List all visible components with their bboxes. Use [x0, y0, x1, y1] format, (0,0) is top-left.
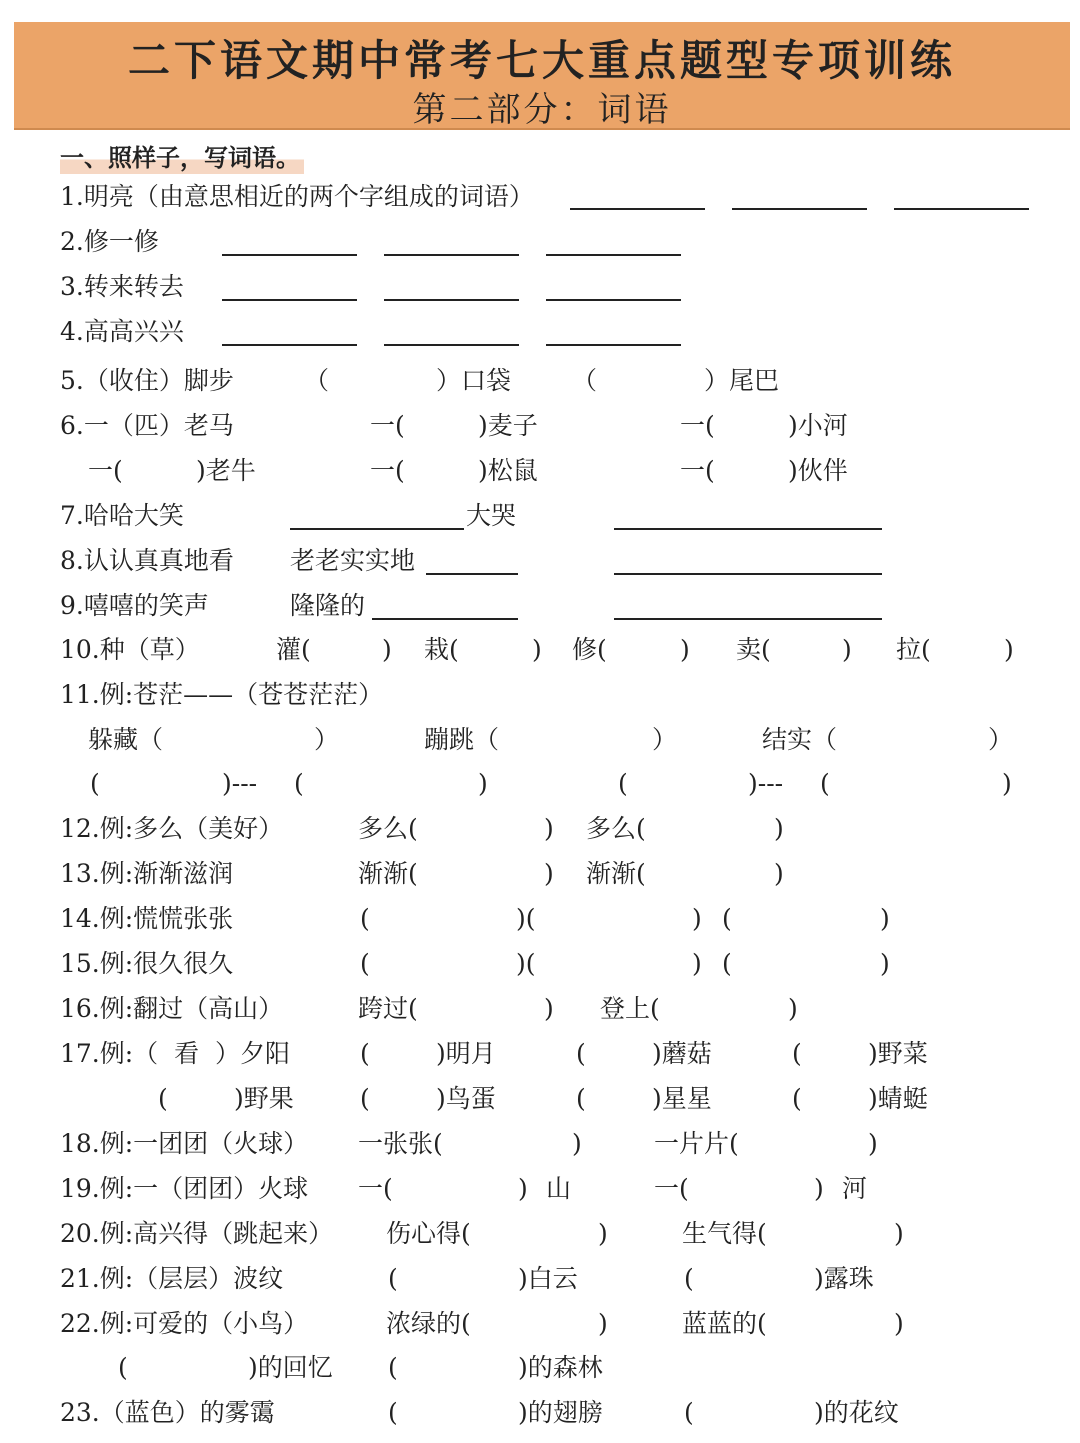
answer-text: )明月 [436, 1039, 496, 1068]
answer-text: ( [684, 1264, 694, 1293]
answer-text: ) [598, 1219, 608, 1248]
answer-text: ）口袋 [436, 366, 512, 395]
open-bracket: （ [304, 366, 330, 395]
answer-text: 山 [546, 1174, 572, 1203]
answer-text: ( [820, 769, 830, 798]
answer-blank[interactable] [614, 573, 882, 575]
answer-text: ) [774, 859, 784, 888]
answer-text: 大哭 [466, 501, 517, 530]
question-3: 3.转来转去 [60, 272, 184, 301]
answer-text: ) [894, 1219, 904, 1248]
answer-text: ) [680, 635, 690, 664]
answer-text: 灌( [276, 635, 311, 664]
answer-text: ( [792, 1084, 802, 1113]
answer-text: 隆隆的 [290, 591, 366, 620]
answer-text: ( [388, 1398, 398, 1427]
answer-text: 修( [572, 635, 607, 664]
answer-text: )伙伴 [788, 456, 848, 485]
answer-text: )的回忆 [248, 1353, 333, 1382]
question-17: 17.例:（ 看 ）夕阳 [60, 1039, 290, 1068]
answer-blank[interactable] [290, 528, 464, 530]
answer-text: ) [880, 949, 890, 978]
answer-text: ) [598, 1309, 608, 1338]
answer-text: ) [544, 814, 554, 843]
question-22: 22.例:可爱的（小鸟） [60, 1309, 309, 1338]
answer-text: 老老实实地 [290, 546, 416, 575]
answer-text: )--- [748, 769, 784, 798]
answer-text: 河 [842, 1174, 868, 1203]
answer-text: ) [544, 994, 554, 1023]
title-banner [14, 22, 1070, 130]
answer-text: ( [684, 1398, 694, 1427]
page-subtitle: 第二部分：词语 [412, 90, 672, 130]
answer-text: ( [576, 1084, 586, 1113]
answer-text: ) [774, 814, 784, 843]
answer-blank[interactable] [384, 344, 519, 346]
answer-text: 一( [370, 456, 405, 485]
question-16: 16.例:翻过（高山） [60, 994, 284, 1023]
answer-text: 蹦跳（ [424, 725, 500, 754]
answer-text: ( [576, 1039, 586, 1068]
answer-text: ( [294, 769, 304, 798]
answer-text: ) [518, 1174, 528, 1203]
question-8: 8.认认真真地看 [60, 546, 234, 575]
answer-text: ( [360, 904, 370, 933]
answer-text: 一张张( [358, 1129, 443, 1158]
answer-blank[interactable] [546, 344, 681, 346]
answer-blank[interactable] [426, 573, 518, 575]
answer-text: 多么( [586, 814, 646, 843]
question-14: 14.例:慌慌张张 [60, 904, 234, 933]
answer-blank[interactable] [384, 254, 519, 256]
answer-text: 蓝蓝的( [682, 1309, 767, 1338]
answer-text: ) [842, 635, 852, 664]
answer-text: 一( [358, 1174, 393, 1203]
answer-text: ) [1004, 635, 1014, 664]
question-2: 2.修一修 [60, 227, 159, 256]
answer-text: ( [360, 1039, 370, 1068]
answer-text: )松鼠 [478, 456, 538, 485]
answer-text: ( [158, 1084, 168, 1113]
answer-text: ) [572, 1129, 582, 1158]
answer-blank[interactable] [546, 254, 681, 256]
answer-text: ) [692, 904, 702, 933]
answer-text: )野菜 [868, 1039, 928, 1068]
answer-text: 多么( [358, 814, 418, 843]
answer-text: )星星 [652, 1084, 712, 1113]
answer-text: )野果 [234, 1084, 294, 1113]
answer-text: 浓绿的( [386, 1309, 471, 1338]
answer-blank[interactable] [614, 528, 882, 530]
answer-text: ( [360, 949, 370, 978]
answer-text: ) [788, 994, 798, 1023]
answer-text: ) [894, 1309, 904, 1338]
answer-text: ） [652, 725, 678, 754]
answer-blank[interactable] [570, 208, 705, 210]
answer-blank[interactable] [732, 208, 867, 210]
answer-blank[interactable] [894, 208, 1029, 210]
question-20: 20.例:高兴得（跳起来） [60, 1219, 334, 1248]
answer-text: ) [880, 904, 890, 933]
answer-text: )--- [222, 769, 258, 798]
question-9: 9.嘻嘻的笑声 [60, 591, 209, 620]
question-7: 7.哈哈大笑 [60, 501, 184, 530]
answer-text: )的花纹 [814, 1398, 899, 1427]
answer-text: 渐渐( [586, 859, 646, 888]
answer-blank[interactable] [372, 618, 518, 620]
answer-text: )蘑菇 [652, 1039, 712, 1068]
answer-text: ( [792, 1039, 802, 1068]
answer-text: )的森林 [518, 1353, 603, 1382]
section-heading: 一、照样子，写词语。 [60, 142, 304, 174]
answer-text: ( [388, 1264, 398, 1293]
answer-text: 伤心得( [386, 1219, 471, 1248]
question-11: 11.例:苍茫——（苍苍茫茫） [60, 680, 384, 709]
answer-text: ( [360, 1084, 370, 1113]
answer-blank[interactable] [384, 299, 519, 301]
answer-text: )( [516, 904, 536, 933]
question-18: 18.例:一团团（火球） [60, 1129, 309, 1158]
answer-text: 一片片( [654, 1129, 739, 1158]
question-21: 21.例:（层层）波纹 [60, 1264, 284, 1293]
answer-text: 生气得( [682, 1219, 767, 1248]
page-title: 二下语文期中常考七大重点题型专项训练 [127, 36, 956, 85]
question-19: 19.例:一（团团）火球 [60, 1174, 309, 1203]
question-12: 12.例:多么（美好） [60, 814, 284, 843]
answer-text: ( [118, 1353, 128, 1382]
question-5: 5.（收住）脚步 [60, 366, 234, 395]
answer-text: ( [90, 769, 100, 798]
answer-text: ) [868, 1129, 878, 1158]
answer-text: 一( [680, 456, 715, 485]
question-4: 4.高高兴兴 [60, 317, 184, 346]
answer-text: 一( [680, 411, 715, 440]
answer-text: )( [516, 949, 536, 978]
answer-text: )的翅膀 [518, 1398, 603, 1427]
answer-text: 栽( [424, 635, 459, 664]
question-13: 13.例:渐渐滋润 [60, 859, 234, 888]
answer-text: )鸟蛋 [436, 1084, 496, 1113]
open-bracket: （ [572, 366, 598, 395]
answer-text: ( [722, 904, 732, 933]
answer-text: ) [382, 635, 392, 664]
answer-text: 跨过( [358, 994, 418, 1023]
question-15: 15.例:很久很久 [60, 949, 234, 978]
answer-text: ( [388, 1353, 398, 1382]
answer-text: )麦子 [478, 411, 538, 440]
answer-blank[interactable] [222, 254, 357, 256]
answer-blank[interactable] [222, 344, 357, 346]
question-23: 23.（蓝色）的雾霭 [60, 1398, 275, 1427]
answer-text: 拉( [896, 635, 931, 664]
question-10: 10.种（草） [60, 635, 200, 664]
answer-blank[interactable] [222, 299, 357, 301]
answer-text: ） [988, 725, 1014, 754]
answer-text: 登上( [600, 994, 660, 1023]
answer-text: ） [314, 725, 340, 754]
answer-text: ( [618, 769, 628, 798]
question-6: 6.一（匹）老马 [60, 411, 234, 440]
answer-text: ) [1002, 769, 1012, 798]
answer-text: 一( [370, 411, 405, 440]
answer-text: 渐渐( [358, 859, 418, 888]
answer-text: 一( [88, 456, 123, 485]
answer-text: ) [478, 769, 488, 798]
answer-text: )小河 [788, 411, 848, 440]
answer-text: 结实（ [762, 725, 838, 754]
answer-text: ) [532, 635, 542, 664]
answer-blank[interactable] [546, 299, 681, 301]
answer-text: ) [692, 949, 702, 978]
answer-text: ( [722, 949, 732, 978]
answer-text: 躲藏（ [88, 725, 164, 754]
answer-text: )露珠 [814, 1264, 874, 1293]
answer-text: )老牛 [196, 456, 256, 485]
answer-text: 一( [654, 1174, 689, 1203]
answer-blank[interactable] [614, 618, 882, 620]
answer-text: )蜻蜓 [868, 1084, 928, 1113]
answer-text: )白云 [518, 1264, 578, 1293]
question-1: 1.明亮（由意思相近的两个字组成的词语） [60, 182, 534, 211]
answer-text: 卖( [736, 635, 771, 664]
answer-text: ) [544, 859, 554, 888]
answer-text: ）尾巴 [704, 366, 780, 395]
answer-text: ) [814, 1174, 824, 1203]
